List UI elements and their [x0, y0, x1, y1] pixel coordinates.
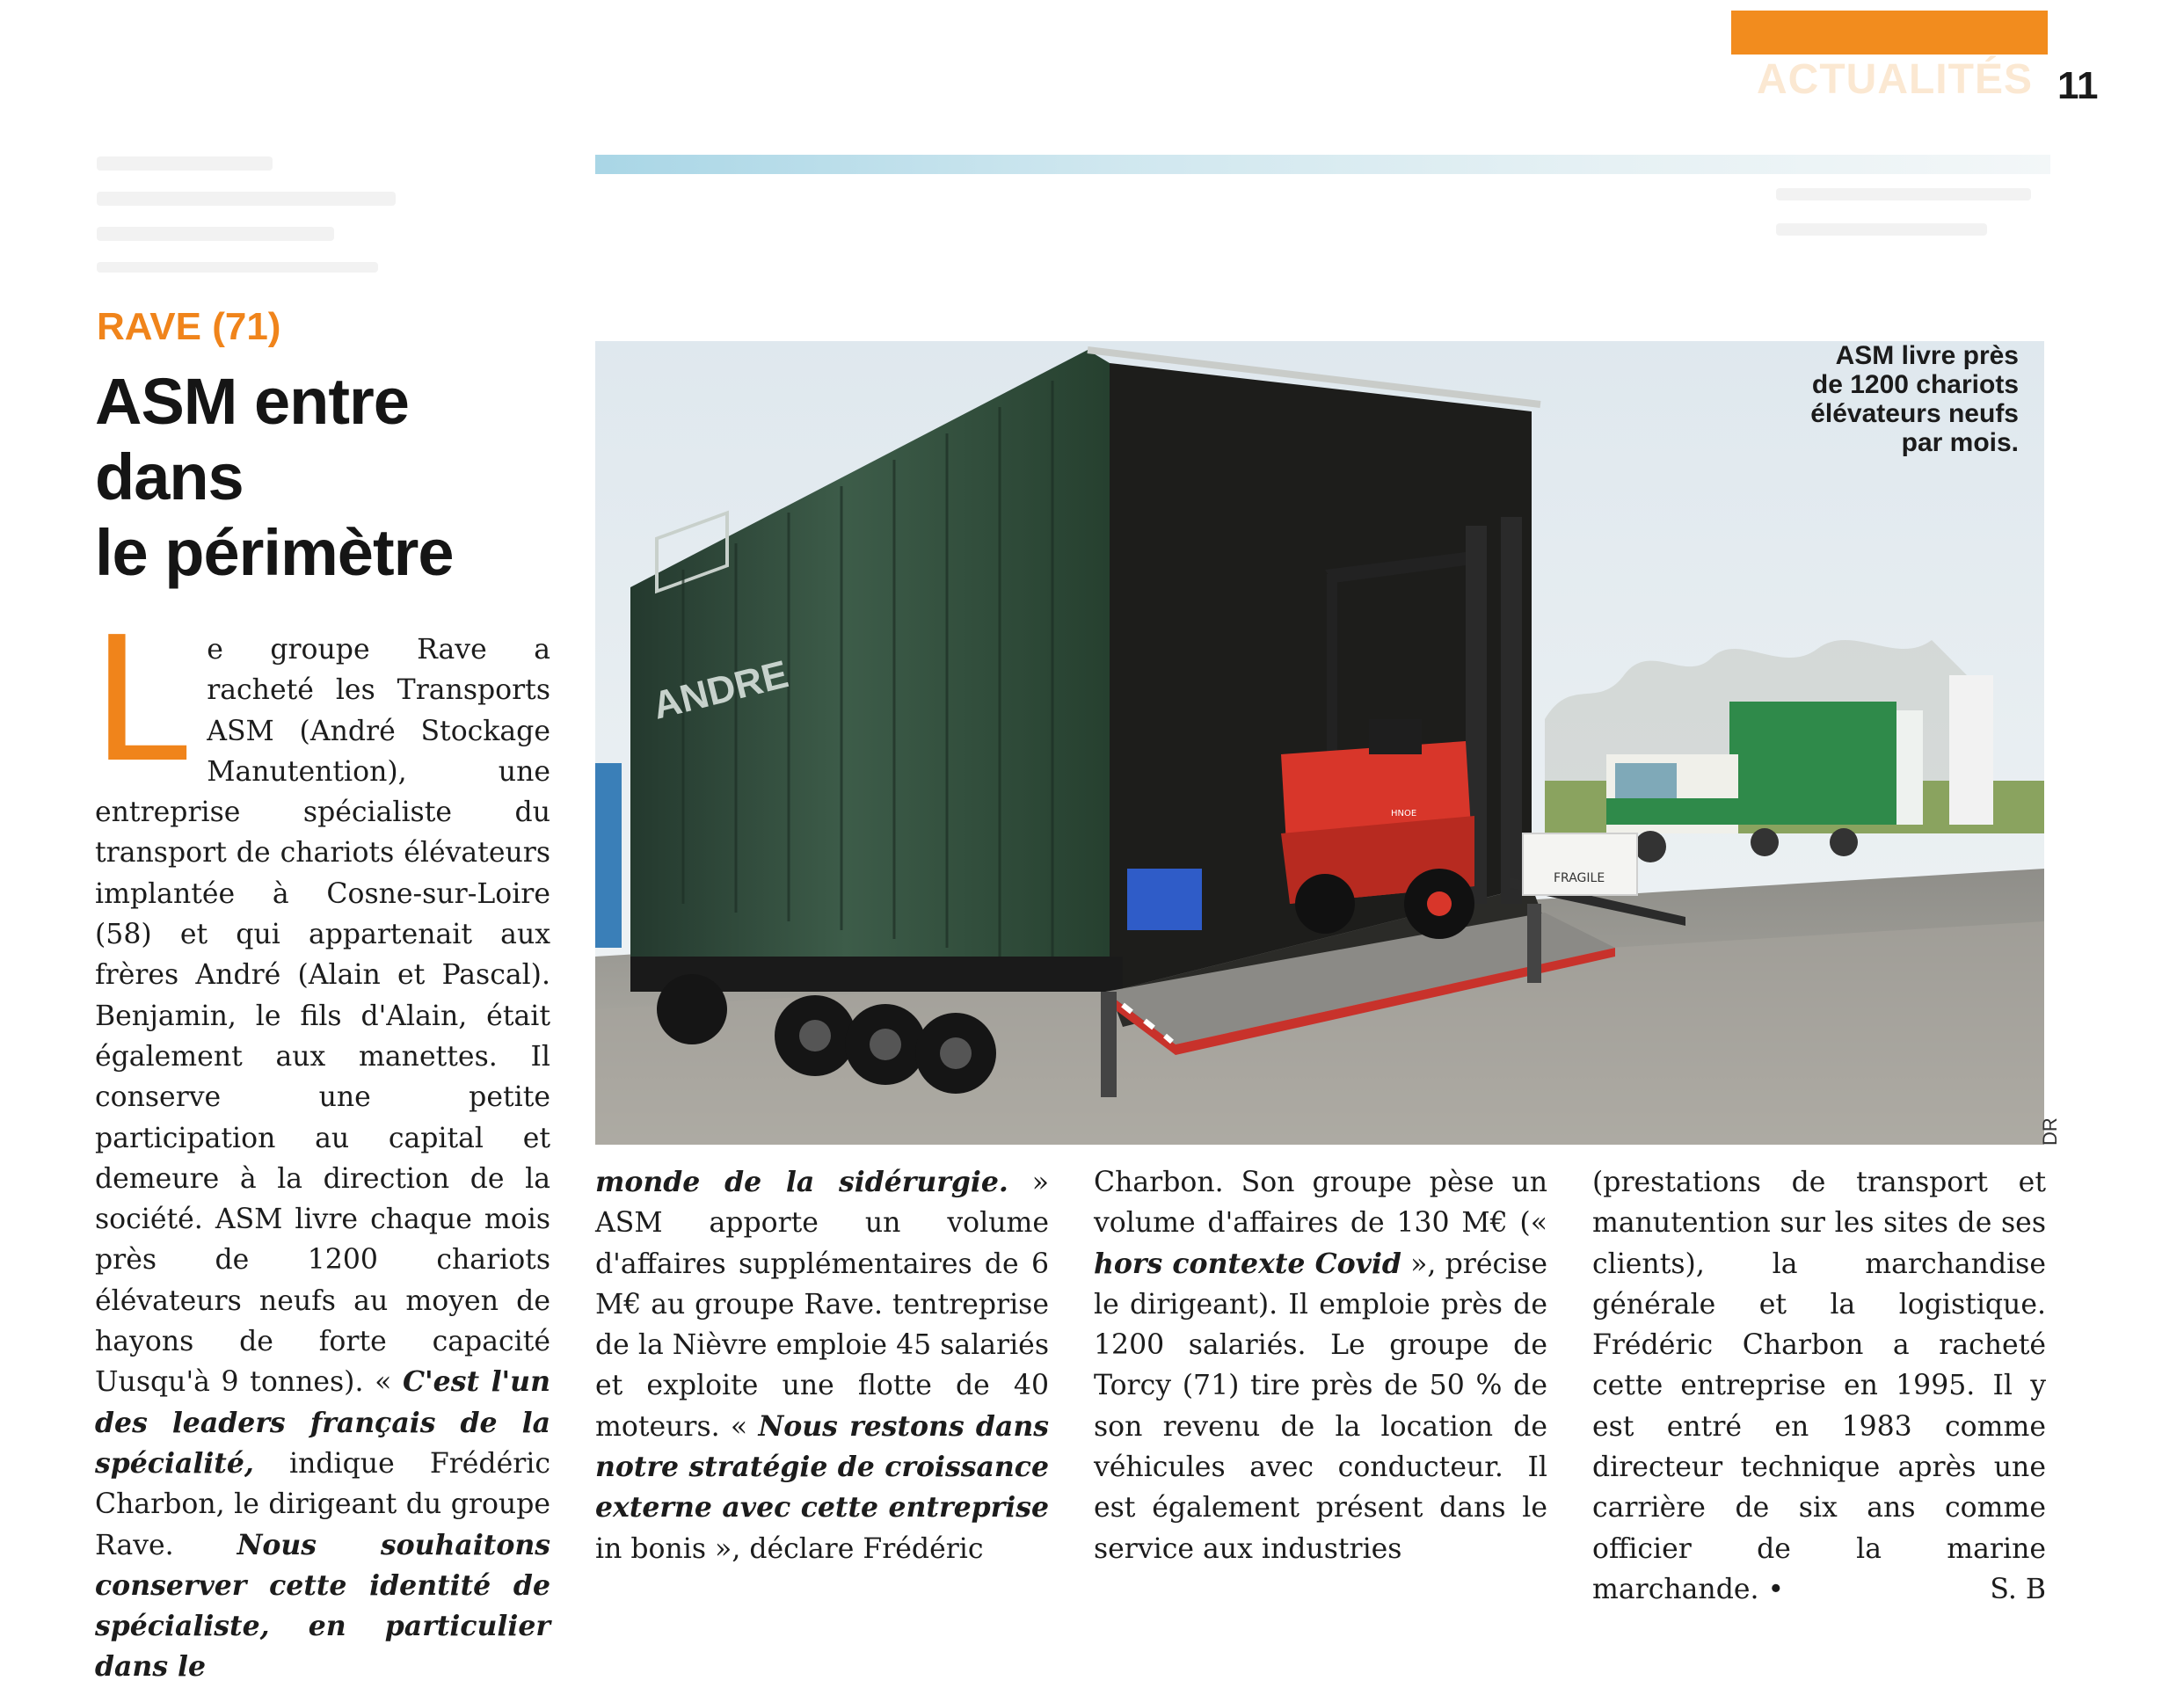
body-text: », précise le dirigeant). Il emploie près de 1200 salariés. Le groupe de Torcy (71) tire près de 50 % de son revenu de la location de véhicules avec conducteur. Il est également présent dans le service aux industries — [1094, 1248, 1547, 1565]
quote-text: Nous souhaitons conserver cette identité de spécialiste, en particulier dans le — [95, 1528, 550, 1684]
truck-forklift-illustration — [595, 341, 2044, 1145]
headline-line: dans — [95, 440, 244, 513]
article-photo — [595, 341, 2044, 1145]
header-rule — [595, 155, 2050, 174]
photo-caption: ASM livre près de 1200 chariots élévateurs neufs par mois. — [1810, 341, 2019, 457]
section-label: ACTUALITÉS — [1757, 56, 2033, 103]
bleed-through-text — [1776, 188, 2031, 200]
quote-text: Nous restons dans notre stratégie de croissance externe avec cette entreprise — [595, 1409, 1049, 1524]
section-tab — [1731, 11, 2048, 55]
article-column-1 — [91, 600, 550, 1688]
quote-text: monde de la sidérurgie. — [595, 1166, 1008, 1198]
body-text: indique Frédéric Charbon, le dirigeant du groupe Rave. — [95, 1447, 550, 1561]
article-column-4 — [1592, 1162, 2046, 1610]
forklift-badge: HNOE — [1391, 809, 1417, 819]
bleed-through-text — [97, 262, 378, 273]
bleed-through-text — [97, 156, 273, 171]
bleed-through-text — [97, 227, 334, 241]
article-column-2 — [595, 1162, 1049, 1569]
page-number: 11 — [2057, 64, 2099, 107]
body-text: » ASM apporte un volume d'affaires supplémentaires de 6 M€ au groupe Rave. tentreprise de la Nièvre emploie 45 salariés et exploite une flotte de 40 moteurs. « — [595, 1167, 1049, 1443]
pallet-label: FRAGILE — [1554, 871, 1605, 885]
article-column-3 — [1094, 1162, 1547, 1569]
body-text: in bonis », déclare Frédéric — [595, 1532, 984, 1565]
body-text: Charbon. Son groupe pèse un volume d'affaires de 130 M€ (« — [1094, 1167, 1547, 1240]
bleed-through-text — [97, 192, 396, 206]
headline-line: le périmètre — [95, 516, 454, 589]
article-headline — [95, 364, 552, 591]
article-kicker: RAVE (71) — [97, 305, 281, 348]
headline-line: ASM entre — [95, 365, 409, 438]
quote-text: hors contexte Covid — [1094, 1247, 1401, 1280]
photo-credit: DR — [2039, 1117, 2061, 1146]
trailer-logo: ANDRE — [648, 652, 793, 728]
body-text: e groupe Rave a racheté les Transports ASM (André Stockage Manutention), une entreprise spécialiste du transport de chariots élévateurs implantée à Cosne-sur-Loire (58) et qui appartenait aux frères André (Alain et Pascal). Benjamin, le fils d'Alain, était également aux manettes. Il conserve une petite participation au capital et demeure à la direction de la société. ASM livre chaque mois près de 1200 chariots élévateurs neufs au moyen de hayons de forte capacité Uusqu'à 9 tonnes). « — [95, 634, 550, 1399]
author-signature: S. B — [1990, 1573, 2046, 1605]
dropcap: L — [91, 600, 188, 801]
body-text: (prestations de transport et manutention sur les sites de ses clients), la marchandise générale et la logistique. Frédéric Charbon a racheté cette entreprise en 1995. Il y est entré en 1983 comme directeur technique après une carrière de six ans comme officier de la marine marchande. • — [1592, 1167, 2046, 1605]
bleed-through-text — [1776, 223, 1987, 236]
quote-text: C'est l'un des leaders français de la spécialité, — [95, 1365, 550, 1480]
